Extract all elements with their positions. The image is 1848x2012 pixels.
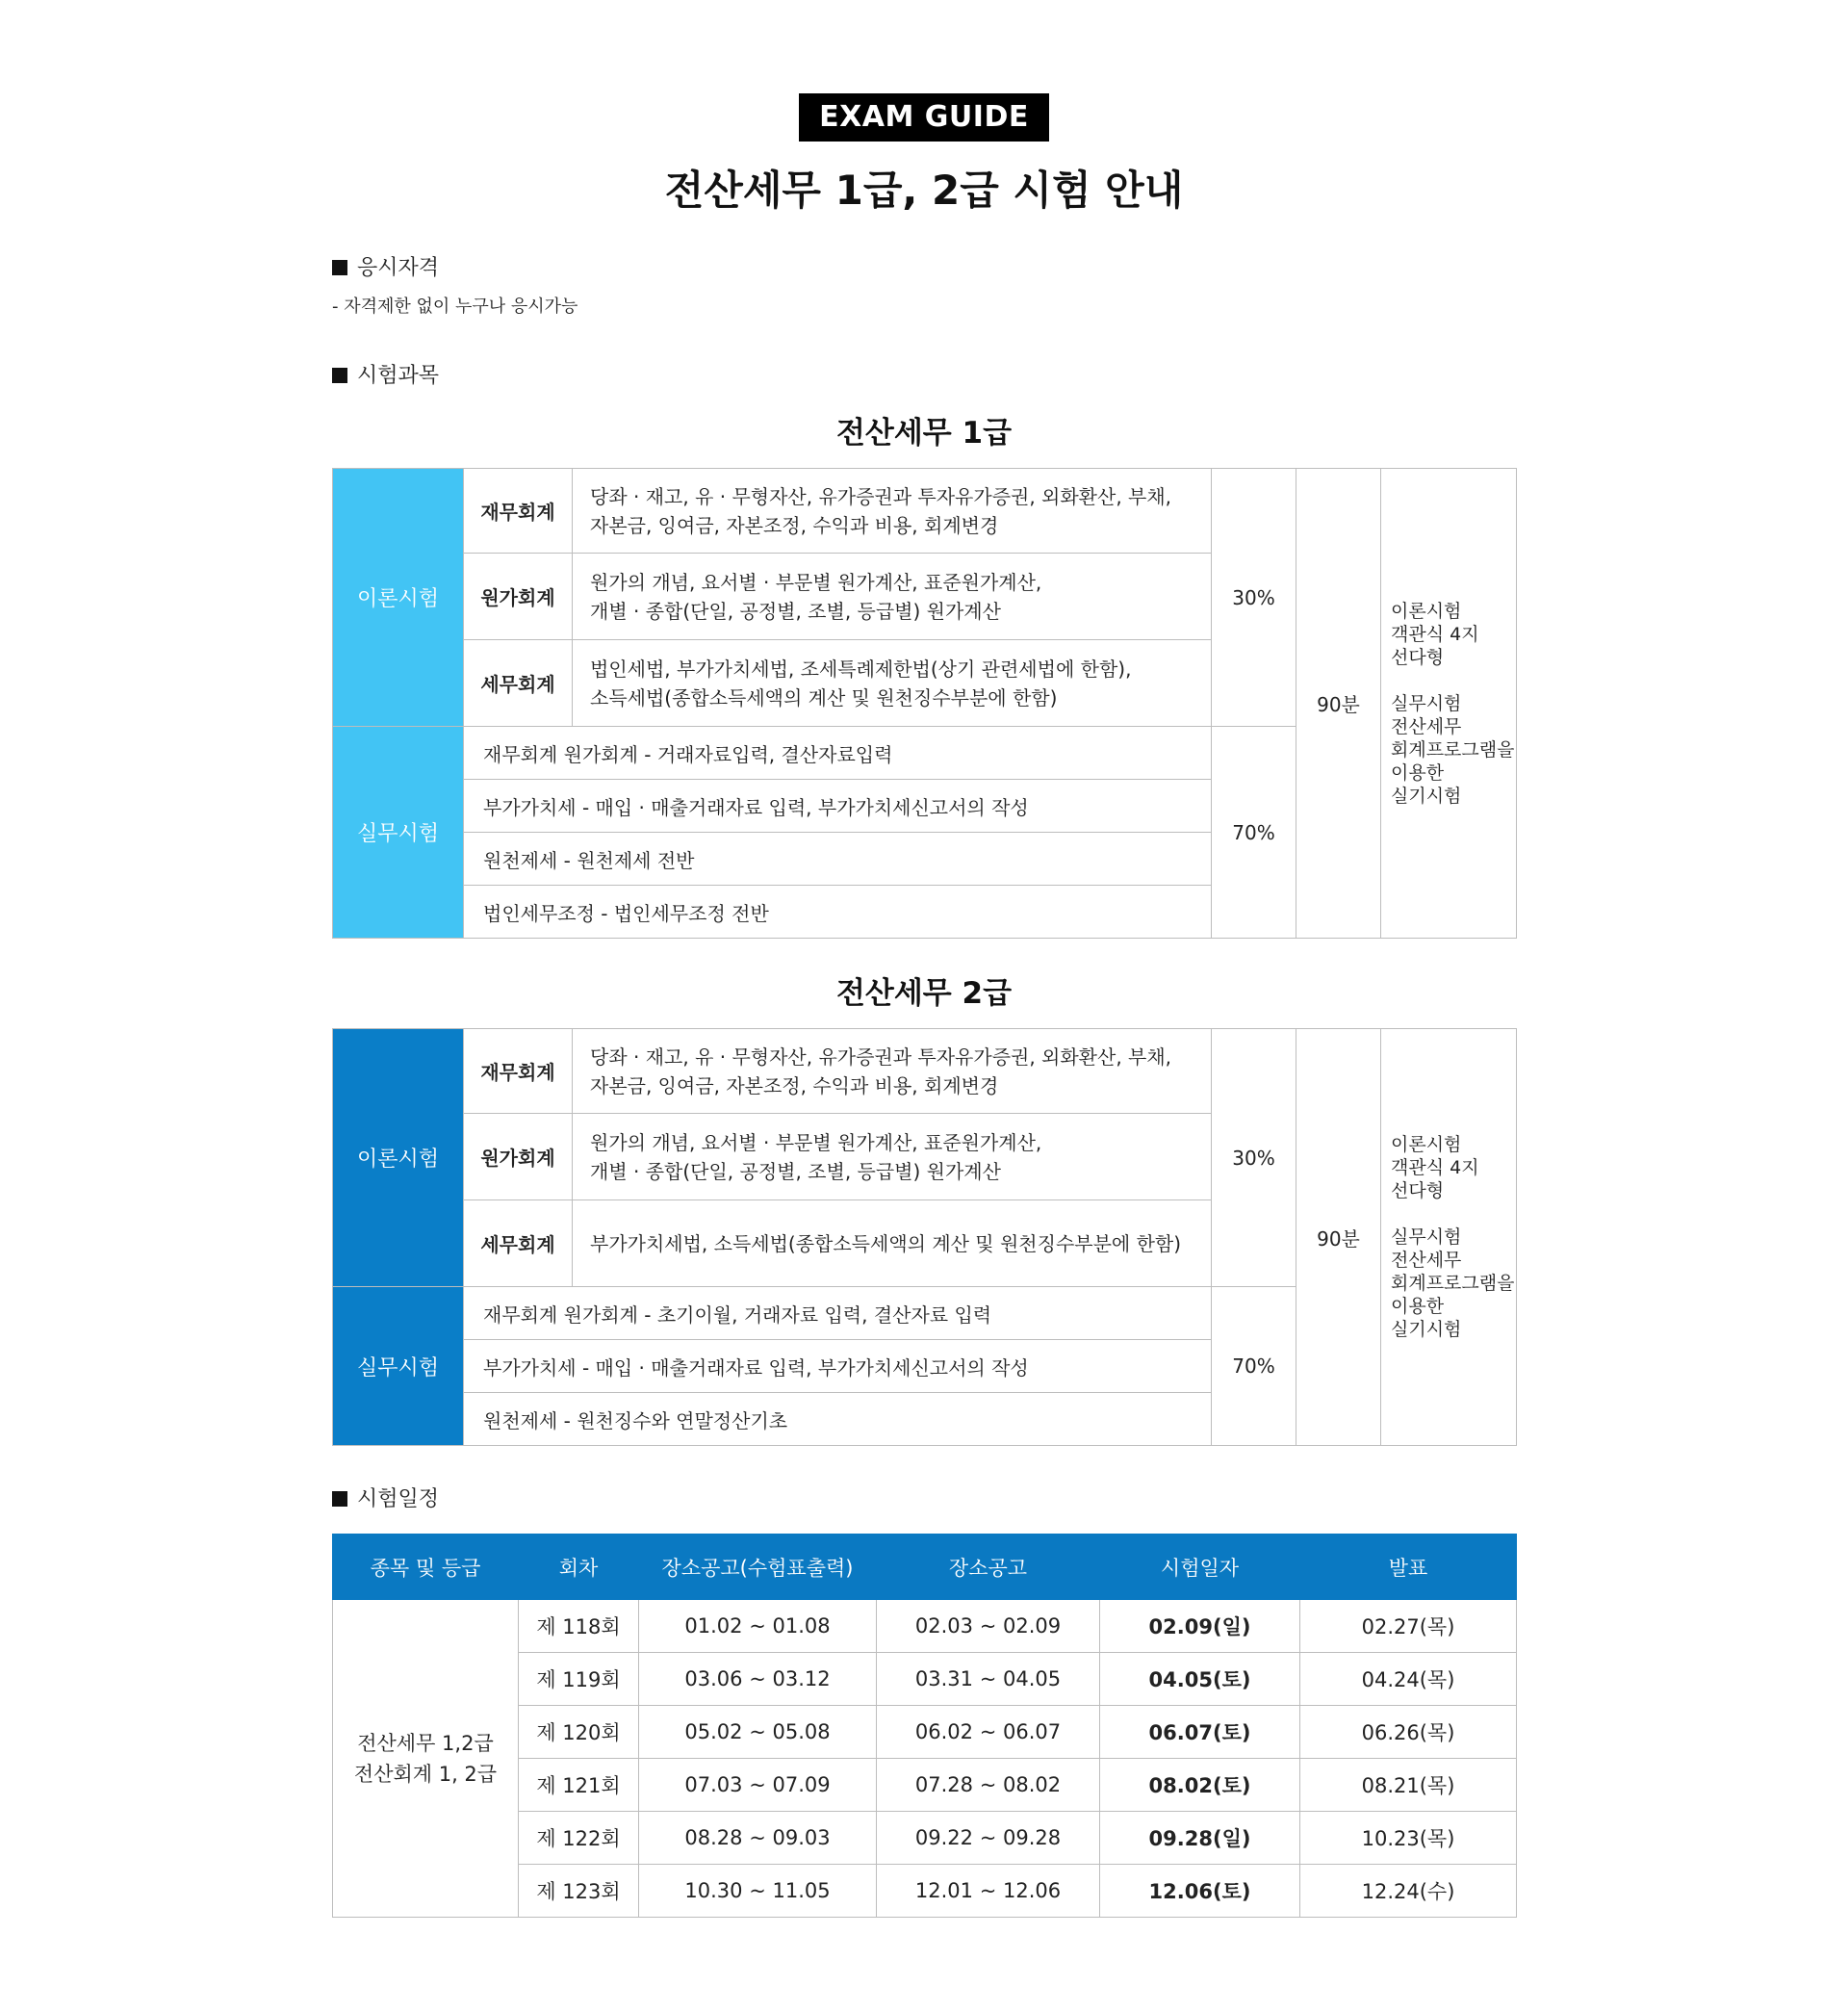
exam-date-cell: 12.06(토) — [1100, 1865, 1300, 1918]
column-header: 회차 — [519, 1535, 639, 1600]
result-cell: 08.21(목) — [1300, 1759, 1517, 1812]
notice-cell: 07.28 ~ 08.02 — [877, 1759, 1100, 1812]
exam-date-cell: 09.28(일) — [1100, 1812, 1300, 1865]
subject-description — [573, 554, 1212, 640]
exam-date-cell: 08.02(토) — [1100, 1759, 1300, 1812]
method-line: 실기시험 — [1391, 785, 1462, 807]
table-row — [333, 1600, 1517, 1653]
result-cell: 02.27(목) — [1300, 1600, 1517, 1653]
method-line: 전산세무 — [1391, 1250, 1462, 1271]
subject-name: 재무회계 — [464, 1029, 573, 1114]
schedule-heading-label: 시험일정 — [357, 1487, 440, 1511]
practice-item: 재무회계 원가회계 - 초기이월, 거래자료 입력, 결산자료 입력 — [464, 1287, 1212, 1340]
practice-item: 원천제세 - 원천징수와 연말정산기초 — [464, 1393, 1212, 1446]
description-line: 법인세법, 부가가치세법, 조세특례제한법(상기 관련세법에 한함), — [590, 657, 1132, 681]
exam-guide-badge: EXAM GUIDE — [799, 93, 1049, 142]
column-header: 종목 및 등급 — [333, 1535, 519, 1600]
table-row — [333, 469, 1517, 554]
subject-description — [573, 1200, 1212, 1287]
subject-name: 세무회계 — [464, 1200, 573, 1287]
method-line: 객관식 4지 — [1391, 623, 1479, 645]
exam-group-cell — [333, 1600, 519, 1918]
subject-description — [573, 469, 1212, 554]
description-line: 개별 · 종합(단일, 공정별, 조별, 등급별) 원가계산 — [590, 599, 1001, 623]
theory-category: 이론시험 — [333, 1029, 464, 1287]
exam-time: 90분 — [1296, 469, 1381, 939]
result-cell: 06.26(목) — [1300, 1706, 1517, 1759]
subject-name: 세무회계 — [464, 640, 573, 727]
description-line: 부가가치세법, 소득세법(종합소득세액의 계산 및 원천징수부분에 한함) — [590, 1231, 1182, 1255]
square-bullet-icon — [332, 368, 347, 383]
practice-item: 원천제세 - 원천제세 전반 — [464, 833, 1212, 886]
square-bullet-icon — [332, 260, 347, 275]
round-cell: 제 123회 — [519, 1865, 639, 1918]
result-cell: 12.24(수) — [1300, 1865, 1517, 1918]
schedule-heading — [332, 1485, 439, 1514]
method-line: 실기시험 — [1391, 1319, 1462, 1340]
notice-print-cell: 05.02 ~ 05.08 — [639, 1706, 877, 1759]
method-line: 이용한 — [1391, 761, 1445, 784]
group-line: 전산회계 1, 2급 — [353, 1762, 498, 1786]
method-line: 이론시험 — [1391, 1134, 1462, 1155]
exam-time: 90분 — [1296, 1029, 1381, 1446]
method-line: 선다형 — [1391, 1180, 1445, 1201]
practice-category: 실무시험 — [333, 727, 464, 939]
level1-subject-table — [332, 468, 1517, 939]
table-row — [333, 1029, 1517, 1114]
round-cell: 제 118회 — [519, 1600, 639, 1653]
qualification-heading-label: 응시자격 — [357, 256, 440, 280]
round-cell: 제 119회 — [519, 1653, 639, 1706]
subject-description — [573, 640, 1212, 727]
description-line: 자본금, 잉여금, 자본조정, 수익과 비용, 회계변경 — [590, 513, 999, 537]
method-line: 실무시험 — [1391, 1226, 1462, 1248]
notice-cell: 06.02 ~ 06.07 — [877, 1706, 1100, 1759]
method-line: 객관식 4지 — [1391, 1157, 1479, 1178]
column-header: 장소공고 — [877, 1535, 1100, 1600]
subject-description — [573, 1114, 1212, 1200]
qualification-note: - 자격제한 없이 누구나 응시가능 — [332, 297, 578, 317]
practice-item: 부가가치세 - 매입 · 매출거래자료 입력, 부가가치세신고서의 작성 — [464, 780, 1212, 833]
practice-item: 부가가치세 - 매입 · 매출거래자료 입력, 부가가치세신고서의 작성 — [464, 1340, 1212, 1393]
column-header: 장소공고(수험표출력) — [639, 1535, 877, 1600]
level2-subject-table — [332, 1028, 1517, 1446]
round-cell: 제 121회 — [519, 1759, 639, 1812]
method-line: 실무시험 — [1391, 692, 1462, 714]
qualification-heading — [332, 254, 439, 283]
description-line: 원가의 개념, 요서별 · 부문별 원가계산, 표준원가계산, — [590, 1130, 1042, 1154]
notice-cell: 02.03 ~ 02.09 — [877, 1600, 1100, 1653]
practice-item: 재무회계 원가회계 - 거래자료입력, 결산자료입력 — [464, 727, 1212, 780]
schedule-header-row — [333, 1535, 1517, 1600]
exam-method — [1381, 1029, 1517, 1446]
theory-percent: 30% — [1212, 469, 1296, 727]
method-line: 이론시험 — [1391, 600, 1462, 622]
result-cell: 10.23(목) — [1300, 1812, 1517, 1865]
column-header: 시험일자 — [1100, 1535, 1300, 1600]
description-line: 원가의 개념, 요서별 · 부문별 원가계산, 표준원가계산, — [590, 570, 1042, 594]
theory-percent: 30% — [1212, 1029, 1296, 1287]
subject-name: 재무회계 — [464, 469, 573, 554]
notice-cell: 03.31 ~ 04.05 — [877, 1653, 1100, 1706]
exam-date-cell: 04.05(토) — [1100, 1653, 1300, 1706]
notice-print-cell: 10.30 ~ 11.05 — [639, 1865, 877, 1918]
round-cell: 제 120회 — [519, 1706, 639, 1759]
badge-row — [0, 93, 1848, 142]
level1-title: 전산세무 1급 — [835, 416, 1013, 451]
column-header: 발표 — [1300, 1535, 1517, 1600]
method-line: 전산세무 — [1391, 715, 1462, 737]
level2-title: 전산세무 2급 — [835, 976, 1013, 1011]
description-line: 당좌 · 재고, 유 · 무형자산, 유가증권과 투자유가증권, 외화환산, 부채, — [590, 1045, 1172, 1069]
practice-item: 법인세무조정 - 법인세무조정 전반 — [464, 886, 1212, 939]
notice-cell: 09.22 ~ 09.28 — [877, 1812, 1100, 1865]
subjects-heading-label: 시험과목 — [357, 364, 440, 388]
theory-category: 이론시험 — [333, 469, 464, 727]
method-line: 이용한 — [1391, 1296, 1445, 1317]
page-title: 전산세무 1급, 2급 시험 안내 — [664, 167, 1184, 214]
description-line: 개별 · 종합(단일, 공정별, 조별, 등급별) 원가계산 — [590, 1159, 1001, 1183]
practice-percent: 70% — [1212, 727, 1296, 939]
method-line: 회계프로그램을 — [1391, 1273, 1515, 1294]
subject-name: 원가회계 — [464, 1114, 573, 1200]
exam-date-cell: 06.07(토) — [1100, 1706, 1300, 1759]
round-cell: 제 122회 — [519, 1812, 639, 1865]
method-line: 선다형 — [1391, 646, 1445, 668]
notice-cell: 12.01 ~ 12.06 — [877, 1865, 1100, 1918]
practice-category: 실무시험 — [333, 1287, 464, 1446]
subject-name: 원가회계 — [464, 554, 573, 640]
subject-description — [573, 1029, 1212, 1114]
notice-print-cell: 07.03 ~ 07.09 — [639, 1759, 877, 1812]
notice-print-cell: 08.28 ~ 09.03 — [639, 1812, 877, 1865]
description-line: 당좌 · 재고, 유 · 무형자산, 유가증권과 투자유가증권, 외화환산, 부채, — [590, 484, 1172, 508]
subjects-heading — [332, 362, 439, 391]
practice-percent: 70% — [1212, 1287, 1296, 1446]
result-cell: 04.24(목) — [1300, 1653, 1517, 1706]
notice-print-cell: 01.02 ~ 01.08 — [639, 1600, 877, 1653]
description-line: 자본금, 잉여금, 자본조정, 수익과 비용, 회계변경 — [590, 1073, 999, 1097]
square-bullet-icon — [332, 1491, 347, 1507]
schedule-table — [332, 1534, 1517, 1918]
method-line: 회계프로그램을 — [1391, 738, 1515, 761]
exam-method — [1381, 469, 1517, 939]
group-line: 전산세무 1,2급 — [357, 1731, 494, 1755]
notice-print-cell: 03.06 ~ 03.12 — [639, 1653, 877, 1706]
exam-date-cell: 02.09(일) — [1100, 1600, 1300, 1653]
description-line: 소득세법(종합소득세액의 계산 및 원천징수부분에 한함) — [590, 685, 1058, 709]
